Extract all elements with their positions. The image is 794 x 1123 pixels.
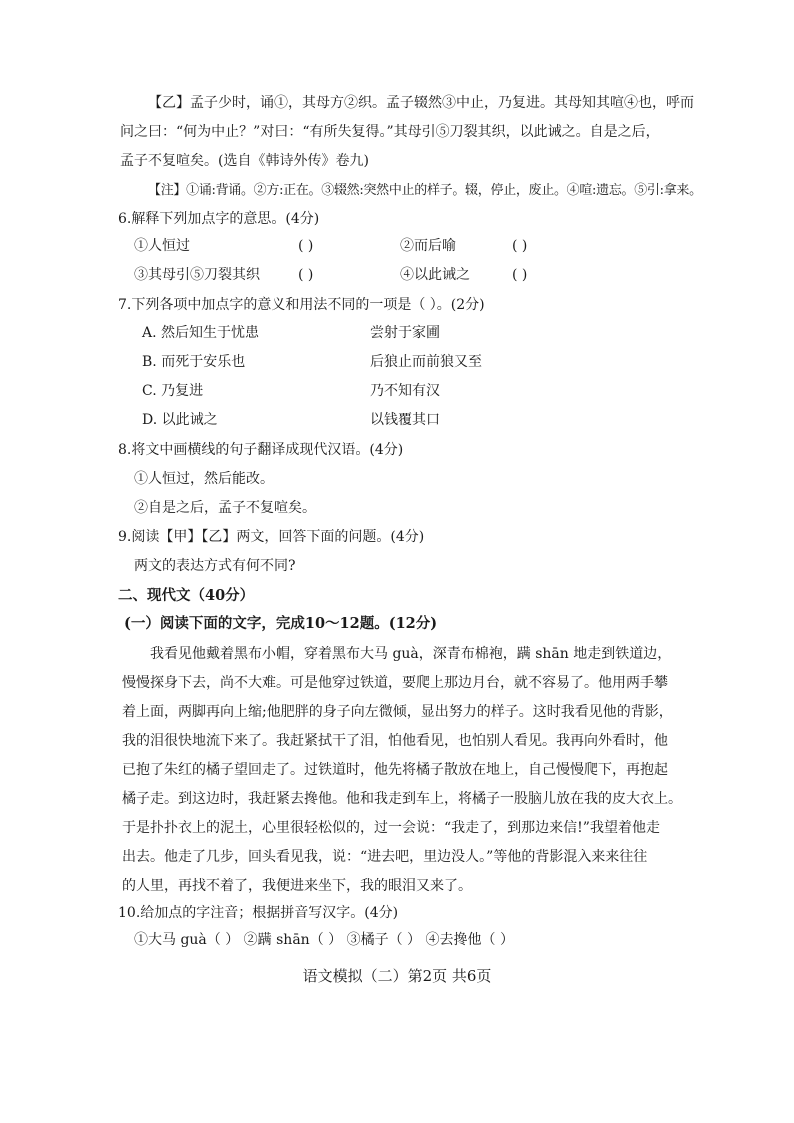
modern-passage-line-8: 出去。他走了几步，回头看见我，说：“进去吧，里边没人。”等他的背影混入来来往往 bbox=[122, 849, 648, 865]
q6-item-1: ①人恒过 bbox=[134, 238, 190, 254]
q7-option-a[interactable]: A. 然后知生于忧患 bbox=[142, 325, 260, 341]
q7-option-c[interactable]: C. 乃复进 bbox=[142, 383, 204, 399]
q6-blank-1[interactable]: ( ) bbox=[298, 238, 314, 254]
q10-stem: 10.给加点的字注音；根据拼音写汉字。(4分) bbox=[118, 905, 399, 921]
q6-item-3: ③其母引⑤刀裂其织 bbox=[134, 267, 260, 283]
modern-passage-line-3: 着上面，两脚再向上缩;他肥胖的身子向左微倾，显出努力的样子。这时我看见他的背影， bbox=[122, 704, 673, 720]
q7-option-a-compare: 尝射于家圃 bbox=[370, 325, 440, 341]
q6-blank-4[interactable]: ( ) bbox=[512, 267, 528, 283]
q9-question: 两文的表达方式有何不同? bbox=[134, 558, 296, 574]
q6-item-4: ④以此诫之 bbox=[400, 267, 470, 283]
q10-items[interactable]: ①大马 guà（ ） ②蹒 shān（ ） ③橘子（ ） ④去搀他（ ） bbox=[134, 932, 514, 948]
modern-passage-line-2: 慢慢探身下去，尚不大难。可是他穿过铁道，要爬上那边月台，就不容易了。他用两手攀 bbox=[122, 675, 668, 691]
modern-passage-line-1: 我看见他戴着黑布小帽，穿着黑布大马 guà，深青布棉袍，蹒 shān 地走到铁道边， bbox=[150, 646, 672, 662]
q8-stem: 8.将文中画横线的句子翻译成现代汉语。(4分) bbox=[118, 442, 404, 458]
q7-option-b-compare: 后狼止而前狼又至 bbox=[370, 354, 482, 370]
q7-option-d-compare: 以钱覆其口 bbox=[370, 412, 440, 428]
section-2-subtitle: (一）阅读下面的文字，完成10～12题。(12分) bbox=[124, 615, 438, 632]
passage-yi-line-2: 问之曰：“何为中止？”对曰：“有所失复得。”其母引⑤刀裂其织，以此诫之。自是之后， bbox=[120, 124, 660, 140]
modern-passage-line-7: 于是扑扑衣上的泥土，心里很轻松似的，过一会说：“我走了，到那边来信!”我望着他走 bbox=[122, 820, 660, 836]
q8-item-1: ①人恒过，然后能改。 bbox=[134, 471, 274, 487]
q6-blank-3[interactable]: ( ) bbox=[298, 267, 314, 283]
modern-passage-line-5: 已抱了朱红的橘子望回走了。过铁道时，他先将橘子散放在地上，自己慢慢爬下，再抱起 bbox=[122, 762, 668, 778]
q6-stem: 6.解释下列加点字的意思。(4分) bbox=[118, 211, 320, 227]
q7-option-b[interactable]: B. 而死于安乐也 bbox=[142, 354, 246, 370]
page-footer: 语文模拟（二）第2页 共6页 bbox=[302, 967, 492, 985]
q7-stem: 7.下列各项中加点字的意义和用法不同的一项是（ ）。(2分) bbox=[118, 297, 485, 313]
q7-option-d[interactable]: D. 以此诫之 bbox=[142, 412, 218, 428]
q6-blank-2[interactable]: ( ) bbox=[512, 238, 528, 254]
section-2-title: 二、现代文（40分） bbox=[118, 587, 255, 604]
passage-yi-note: 【注】①诵:背诵。②方:正在。③辍然:突然中止的样子。辍，停止，废止。④喧:遗忘。⑤引:拿来。 bbox=[148, 183, 702, 198]
modern-passage-line-4: 我的泪很快地流下来了。我赶紧拭干了泪，怕他看见，也怕别人看见。我再向外看时，他 bbox=[122, 733, 668, 749]
q8-item-2: ②自是之后，孟子不复喧矣。 bbox=[134, 500, 316, 516]
q7-option-c-compare: 乃不知有汉 bbox=[370, 383, 440, 399]
passage-yi-line-3: 孟子不复喧矣。(选自《韩诗外传》卷九) bbox=[120, 153, 369, 169]
passage-yi-line-1: 【乙】孟子少时，诵①，其母方②织。孟子辍然③中止，乃复进。其母知其喧④也，呼而 bbox=[148, 95, 694, 111]
modern-passage-line-6: 橘子走。到这边时，我赶紧去搀他。他和我走到车上，将橘子一股脑儿放在我的皮大衣上。 bbox=[122, 791, 682, 807]
q6-item-2: ②而后喻 bbox=[400, 238, 456, 254]
q9-stem: 9.阅读【甲】【乙】两文，回答下面的问题。(4分) bbox=[118, 529, 425, 545]
modern-passage-line-9: 的人里，再找不着了，我便进来坐下，我的眼泪又来了。 bbox=[122, 878, 472, 894]
